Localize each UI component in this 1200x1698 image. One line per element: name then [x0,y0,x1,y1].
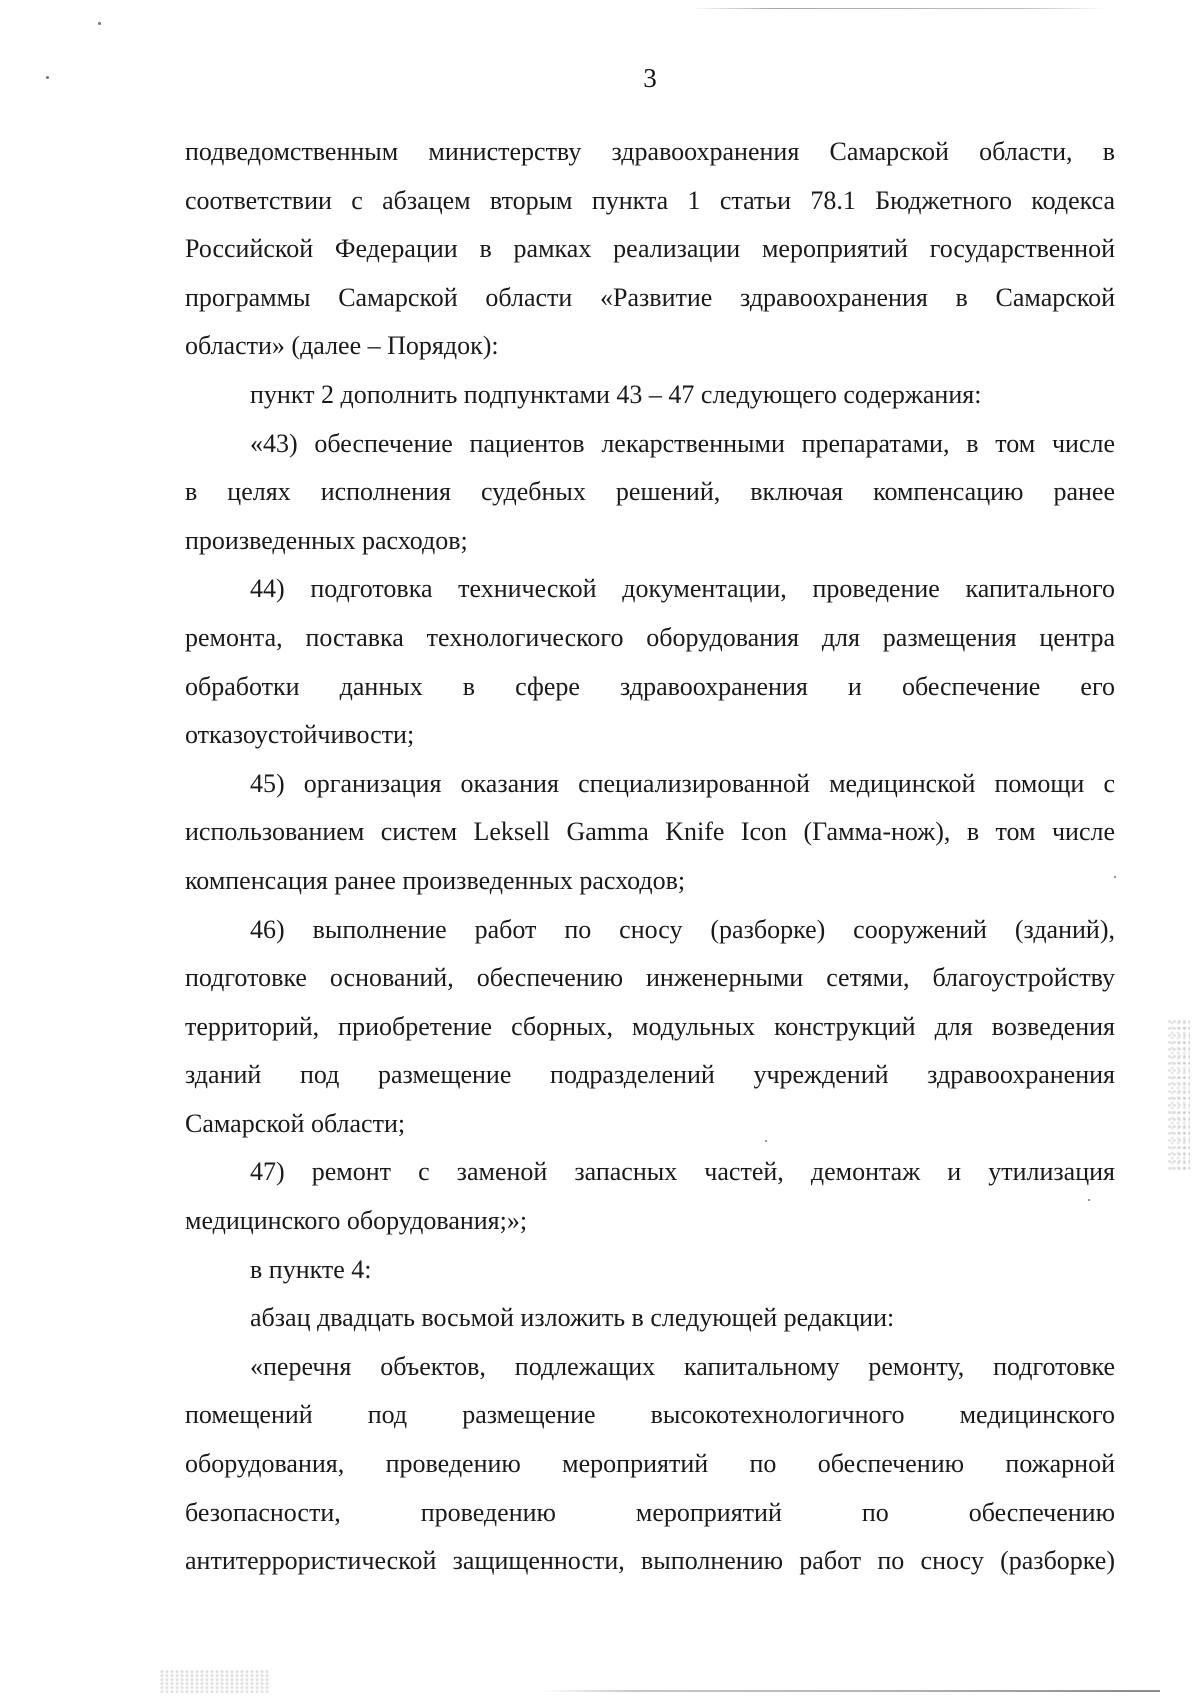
text-line: 47) ремонт с заменой запасных частей, демонтаж и утилизация [250,1157,1115,1187]
document-body [185,128,1115,1586]
text-line: подготовке оснований, обеспечению инженерными сетями, благоустройству [185,963,1115,993]
text-line: Самарской области; [185,1108,406,1138]
text-line: обработки данных в сфере здравоохранения и обеспечение его [185,671,1115,701]
text-line: 44) подготовка технической документации, проведение капитального [250,574,1115,604]
scan-noise [160,1670,270,1694]
text-line: соответствии с абзацем вторым пункта 1 статьи 78.1 Бюджетного кодекса [185,185,1115,215]
text-line: абзац двадцать восьмой изложить в следующей редакции: [250,1303,895,1333]
text-line: компенсация ранее произведенных расходов; [185,865,686,895]
page-number: 3 [643,63,657,93]
scan-edge-line-top [690,8,1110,9]
scan-noise [1168,1020,1190,1170]
text-line: помещений под размещение высокотехнологичного медицинского [185,1400,1115,1430]
text-line: 45) организация оказания специализированной медицинской помощи с [250,768,1115,798]
scan-edge-line-bottom [540,1690,1160,1692]
text-line: антитеррористической защищенности, выполнению работ по сносу (разборке) [185,1546,1115,1576]
text-line: в пункте 4: [250,1254,372,1284]
text-line: программы Самарской области «Развитие здравоохранения в Самарской [185,282,1115,312]
text-line: зданий под размещение подразделений учреждений здравоохранения [185,1060,1115,1090]
text-line: оборудования, проведению мероприятий по обеспечению пожарной [185,1449,1115,1479]
text-line: 46) выполнение работ по сносу (разборке) сооружений (зданий), [250,914,1115,944]
text-line: «перечня объектов, подлежащих капитальному ремонту, подготовке [250,1351,1115,1381]
text-line: медицинского оборудования;»; [185,1206,528,1236]
text-line: области» (далее – Порядок): [185,331,499,361]
text-line: отказоустойчивости; [185,720,415,750]
text-line: безопасности, проведению мероприятий по обеспечению [185,1497,1115,1527]
text-line: ремонта, поставка технологического оборудования для размещения центра [185,622,1115,652]
text-line: произведенных расходов; [185,525,468,555]
scan-speck [98,22,101,25]
text-line: использованием систем Leksell Gamma Knife Icon (Гамма-нож), в том числе [185,817,1115,847]
text-line: территорий, приобретение сборных, модульных конструкций для возведения [185,1011,1115,1041]
text-line: подведомственным министерству здравоохранения Самарской области, в [185,137,1115,166]
text-line: Российской Федерации в рамках реализации мероприятий государственной [185,234,1115,264]
text-line: пункт 2 дополнить подпунктами 43 – 47 следующего содержания: [250,379,982,409]
text-line: «43) обеспечение пациентов лекарственными препаратами, в том числе [250,428,1115,458]
text-line: в целях исполнения судебных решений, включая компенсацию ранее [185,477,1115,507]
